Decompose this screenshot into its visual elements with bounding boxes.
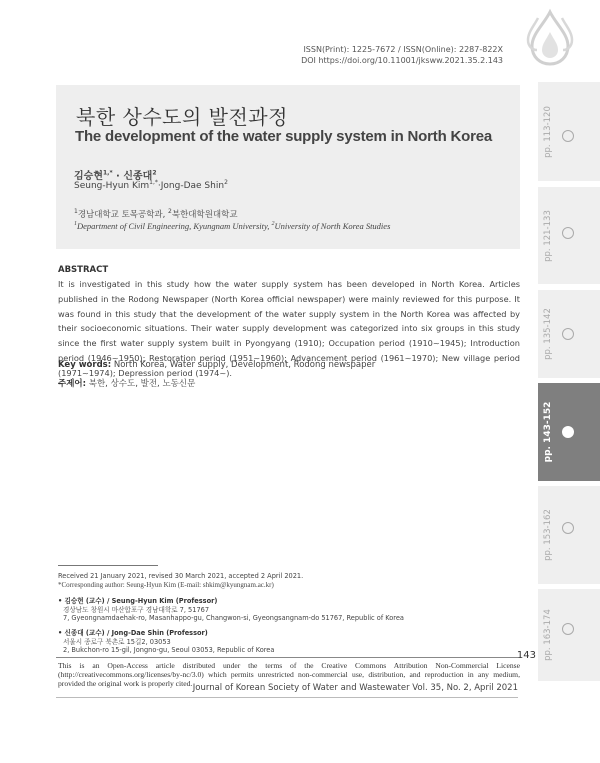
journal-logo bbox=[524, 8, 576, 66]
aff-en-1: Department of Civil Engineering, Kyungnam University, bbox=[77, 221, 272, 231]
doi-line[interactable]: DOI https://doi.org/10.11001/jksww.2021.35.2.143 bbox=[301, 56, 503, 65]
side-tab-label: pp. 153-162 bbox=[543, 509, 553, 561]
keywords-label: Key words: bbox=[58, 360, 112, 370]
author2-ko-sup: 2 bbox=[152, 169, 157, 177]
circle-icon bbox=[562, 426, 574, 438]
author1-en-sup: 1,* bbox=[149, 179, 158, 186]
aff-en-sup2: 2 bbox=[271, 221, 275, 228]
author2-footnote bbox=[58, 629, 274, 655]
keywords-ko-list: 북한, 상수도, 발전, 노동신문 bbox=[86, 379, 196, 389]
footnote-rule bbox=[58, 565, 158, 566]
side-tab-1[interactable] bbox=[538, 82, 600, 181]
aff-en-sup1: 1 bbox=[74, 221, 77, 228]
side-tab-label: pp. 163-174 bbox=[543, 609, 553, 661]
keywords-korean bbox=[58, 377, 195, 389]
author1-ko: 김승현 bbox=[74, 171, 103, 182]
author2-address-en: 2, Bukchon-ro 15-gil, Jongno-gu, Seoul 03053, Republic of Korea bbox=[63, 646, 275, 654]
side-tab-label: pp. 113-120 bbox=[543, 105, 553, 158]
side-tab-label: pp. 135-142 bbox=[543, 308, 553, 360]
author2-ko: 신종대 bbox=[123, 171, 153, 182]
received-dates: Received 21 January 2021, revised 30 March 2021, accepted 2 April 2021. bbox=[58, 572, 304, 580]
aff-ko-sup1: 1 bbox=[74, 208, 78, 216]
author1-footnote bbox=[58, 597, 404, 623]
footer-rule bbox=[56, 697, 518, 698]
keywords-ko-label: 주제어: bbox=[58, 379, 87, 389]
circle-icon bbox=[562, 328, 574, 340]
page-number-rule bbox=[56, 657, 518, 658]
author-sep: · bbox=[112, 171, 124, 182]
author1-address-en: 7, Gyeongnamdaehak-ro, Masanhappo-gu, Changwon-si, Gyeongsangnam-do 51767, Republic of Korea bbox=[63, 614, 404, 622]
author-sep-en: · bbox=[157, 181, 161, 191]
journal-footer: Journal of Korean Society of Water and Wastewater Vol. 35, No. 2, April 2021 bbox=[192, 683, 518, 693]
aff-ko-2: 북한대학원대학교 bbox=[171, 210, 238, 220]
aff-en-2: University of North Korea Studies bbox=[274, 221, 391, 231]
keywords-english bbox=[58, 360, 375, 370]
issn-line: ISSN(Print): 1225-7672 / ISSN(Online): 2287-822X bbox=[303, 45, 503, 54]
license-text: This is an Open-Access article distributed under the terms of the Creative Commons Attribution Non-Commercial License (http://creativecommons.org/licenses/by-nc/3.0) which permits unrestricted non-commercial use, distribution, and reproduction in any medium, provided the original work is properly cited. bbox=[58, 661, 520, 688]
title-korean: 북한 상수도의 발전과정 bbox=[76, 105, 288, 129]
authors-korean bbox=[74, 167, 157, 182]
side-tab-3[interactable] bbox=[538, 290, 600, 378]
circle-icon bbox=[562, 623, 574, 635]
side-tab-5[interactable] bbox=[538, 486, 600, 584]
corresponding-author: *Corresponding author: Seung-Hyun Kim (E-mail: shkim@kyungnam.ac.kr) bbox=[58, 581, 274, 589]
affiliations-english bbox=[74, 221, 390, 231]
abstract-heading: ABSTRACT bbox=[58, 265, 109, 275]
side-tab-2[interactable] bbox=[538, 187, 600, 284]
author2-en-sup: 2 bbox=[224, 179, 228, 186]
author2-address-ko: 서울시 종로구 북촌로 15길2, 03053 bbox=[63, 637, 171, 646]
authors-english bbox=[74, 181, 228, 191]
author1-en: Seung-Hyun Kim bbox=[74, 181, 150, 191]
side-tab-label: pp. 121-133 bbox=[543, 209, 553, 262]
page-number: 143 bbox=[516, 650, 536, 661]
author1-footnote-name: • 김승현 (교수) / Seung-Hyun Kim (Professor) bbox=[58, 597, 218, 605]
issn-doi-block bbox=[301, 44, 503, 66]
circle-icon bbox=[562, 227, 574, 239]
side-tab-6[interactable] bbox=[538, 589, 600, 681]
side-tab-4-active[interactable] bbox=[538, 383, 600, 481]
circle-icon bbox=[562, 522, 574, 534]
abstract-body: It is investigated in this study how the water supply system has been developed in North Korea. Articles published in the Rodong Newspaper (North Korea official newspaper) were mainly reviewed for this purpose. It was found in this study that the development of the water supply system in the North Korea was affected by their socioeconomic situations. Their water supply development was categorized into six groups in this study since the first water supply system built in Pyongyang (1910); Occupation period (1910~1945); Introduction period (1946~1950); Restoration period (1951~1960); Advancement period (1961~1970); New village period (1971~1974); Depression period (1974~). bbox=[58, 279, 520, 378]
side-tab-label: pp. 143-152 bbox=[543, 401, 553, 463]
affiliations-korean bbox=[74, 208, 238, 220]
author1-address-ko: 경상남도 창원시 마산합포구 경남대학로 7, 51767 bbox=[63, 605, 210, 614]
keywords-list: North Korea, Water supply, Development, Rodong newspaper bbox=[111, 360, 376, 370]
aff-ko-sup2: 2 bbox=[168, 208, 172, 216]
circle-icon bbox=[562, 130, 574, 142]
author2-footnote-name: • 신종대 (교수) / Jong-Dae Shin (Professor) bbox=[58, 629, 208, 637]
author1-ko-sup: 1,* bbox=[102, 169, 113, 177]
author2-en: Jong-Dae Shin bbox=[160, 181, 225, 191]
aff-ko-1: 경남대학교 토목공학과, bbox=[77, 210, 169, 220]
title-english: The development of the water supply system in North Korea bbox=[75, 128, 493, 145]
